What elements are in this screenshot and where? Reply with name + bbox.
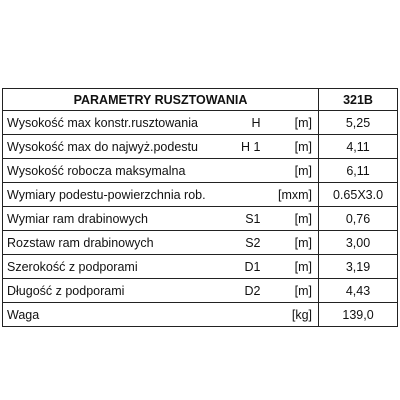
row-value: 0,76 — [319, 207, 398, 231]
table-row — [3, 231, 398, 255]
row-value: 3,00 — [319, 231, 398, 255]
row-symbol: D2 — [244, 283, 261, 298]
row-name: Wysokość max do najwyż.podestu — [7, 139, 198, 154]
row-name: Szerokość z podporami — [7, 259, 138, 274]
row-unit: [m] — [263, 135, 319, 159]
row-name: Rozstaw ram drabinowych — [7, 235, 154, 250]
row-name: Wymiary podestu-powierzchnia rob. — [7, 187, 206, 202]
row-unit: [m] — [263, 279, 319, 303]
row-value: 3,19 — [319, 255, 398, 279]
scaffold-parameters-table — [2, 88, 398, 327]
row-name: Długość z podporami — [7, 283, 125, 298]
row-name: Wysokość robocza maksymalna — [7, 163, 186, 178]
table-header-row — [3, 89, 398, 111]
row-unit: [mxm] — [263, 183, 319, 207]
row-symbol: S2 — [245, 235, 261, 250]
table-row — [3, 255, 398, 279]
row-value: 4,43 — [319, 279, 398, 303]
row-value: 6,11 — [319, 159, 398, 183]
table-row — [3, 303, 398, 327]
table-title: PARAMETRY RUSZTOWANIA — [3, 89, 319, 111]
row-value: 139,0 — [319, 303, 398, 327]
table-row — [3, 135, 398, 159]
row-name: Waga — [7, 307, 40, 322]
row-value: 0.65X3.0 — [319, 183, 398, 207]
row-unit: [m] — [263, 207, 319, 231]
row-value: 4,11 — [319, 135, 398, 159]
row-symbol: H — [251, 115, 261, 130]
table-row — [3, 279, 398, 303]
row-unit: [kg] — [263, 303, 319, 327]
row-value: 5,25 — [319, 111, 398, 135]
row-unit: [m] — [263, 255, 319, 279]
row-unit: [m] — [263, 159, 319, 183]
row-unit: [m] — [263, 231, 319, 255]
table-row — [3, 183, 398, 207]
row-symbol: H 1 — [241, 139, 261, 154]
row-name: Wysokość max konstr.rusztowania — [7, 115, 198, 130]
table-row — [3, 159, 398, 183]
row-symbol: S1 — [245, 211, 261, 226]
row-unit: [m] — [263, 111, 319, 135]
table-row — [3, 207, 398, 231]
row-name: Wymiar ram drabinowych — [7, 211, 148, 226]
row-symbol: D1 — [244, 259, 261, 274]
model-header: 321B — [319, 89, 398, 111]
table-row — [3, 111, 398, 135]
